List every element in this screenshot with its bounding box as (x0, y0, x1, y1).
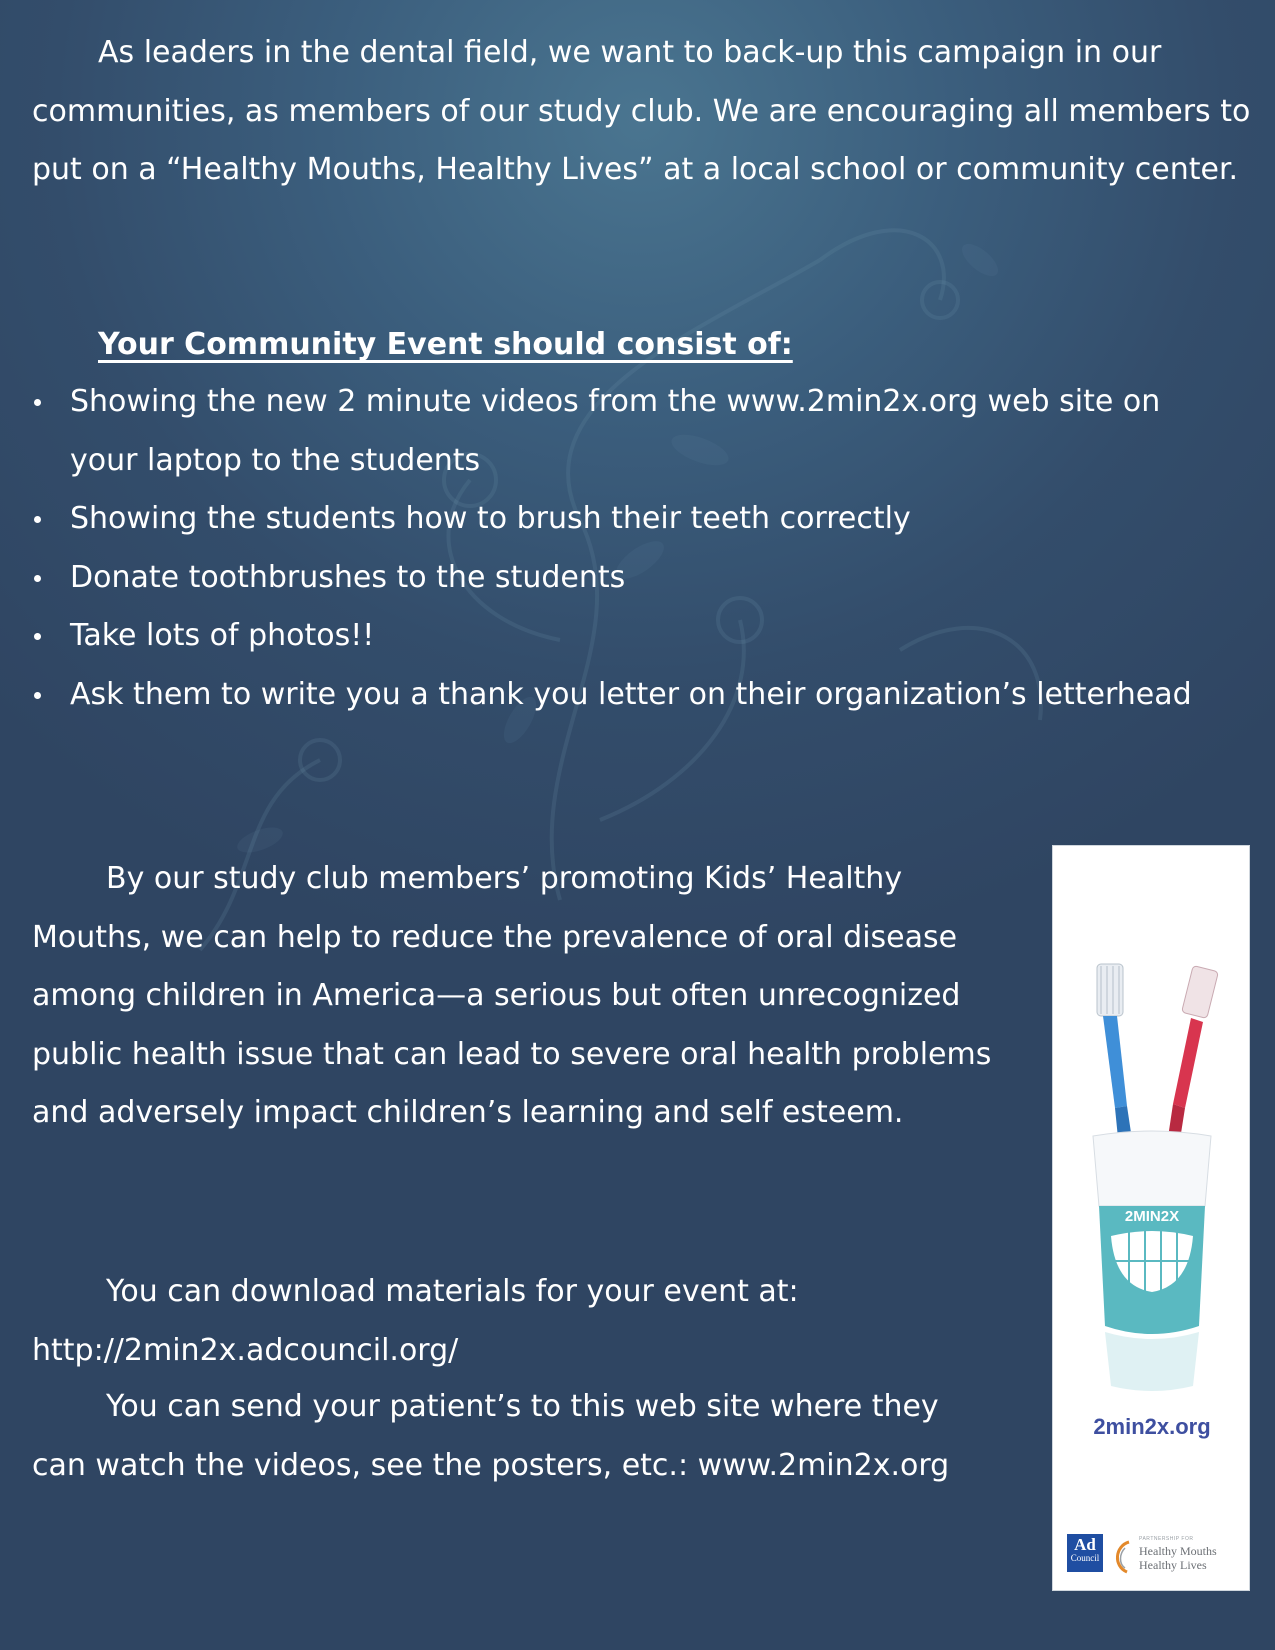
cup-brand-label: 2MIN2X (1124, 1208, 1180, 1225)
ad-site-label: 2min2x.org (1093, 1414, 1211, 1439)
ad-council-logo (1067, 1534, 1103, 1572)
list-item: Donate toothbrushes to the students (32, 549, 1232, 608)
patients-paragraph: You can send your patient’s to this web site where they can watch the videos, see the posters, etc.: www.2min2x.org (32, 1389, 950, 1483)
event-list (32, 373, 1232, 724)
body-paragraph: By our study club members’ promoting Kids’ Healthy Mouths, we can help to reduce the prevalence of oral disease among children in America—a serious but often unrecognized public health issue that can lead to severe oral health problems and adversely impact children’s learning and self esteem. (32, 861, 992, 1130)
red-toothbrush-icon (1167, 966, 1218, 1146)
list-item: Ask them to write you a thank you letter on their organization’s letterhead (32, 666, 1232, 725)
healthy-mouths-label: Healthy Mouths (1139, 1544, 1217, 1558)
download-paragraph: You can download materials for your event at: http://2min2x.adcouncil.org/ (32, 1274, 799, 1368)
toothbrush-cup-illustration (1053, 846, 1251, 1406)
ad-council-logo-text: Ad (1074, 1535, 1096, 1554)
intro-paragraph: As leaders in the dental field, we want to back-up this campaign in our communities, as members of our study club. We are encouraging all members to put on a “Healthy Mouths, Healthy Lives” at a local school or community center. (32, 35, 1251, 187)
healthy-lives-label: Healthy Lives (1139, 1558, 1207, 1572)
blue-toothbrush-icon (1097, 964, 1133, 1148)
partnership-label: PARTNERSHIP FOR (1139, 1536, 1194, 1542)
list-item: Take lots of photos!! (32, 607, 1232, 666)
event-heading: Your Community Event should consist of: (98, 327, 793, 362)
swoosh-icon (1111, 1538, 1137, 1576)
list-item: Showing the new 2 minute videos from the www.2min2x.org web site on your laptop to the students (32, 373, 1232, 490)
campaign-ad-card (1052, 845, 1250, 1591)
healthy-mouths-logo (1111, 1536, 1241, 1576)
ad-council-logo-sub: Council (1070, 1553, 1100, 1563)
cup-icon (1093, 1131, 1211, 1391)
list-item: Showing the students how to brush their teeth correctly (32, 490, 1232, 549)
